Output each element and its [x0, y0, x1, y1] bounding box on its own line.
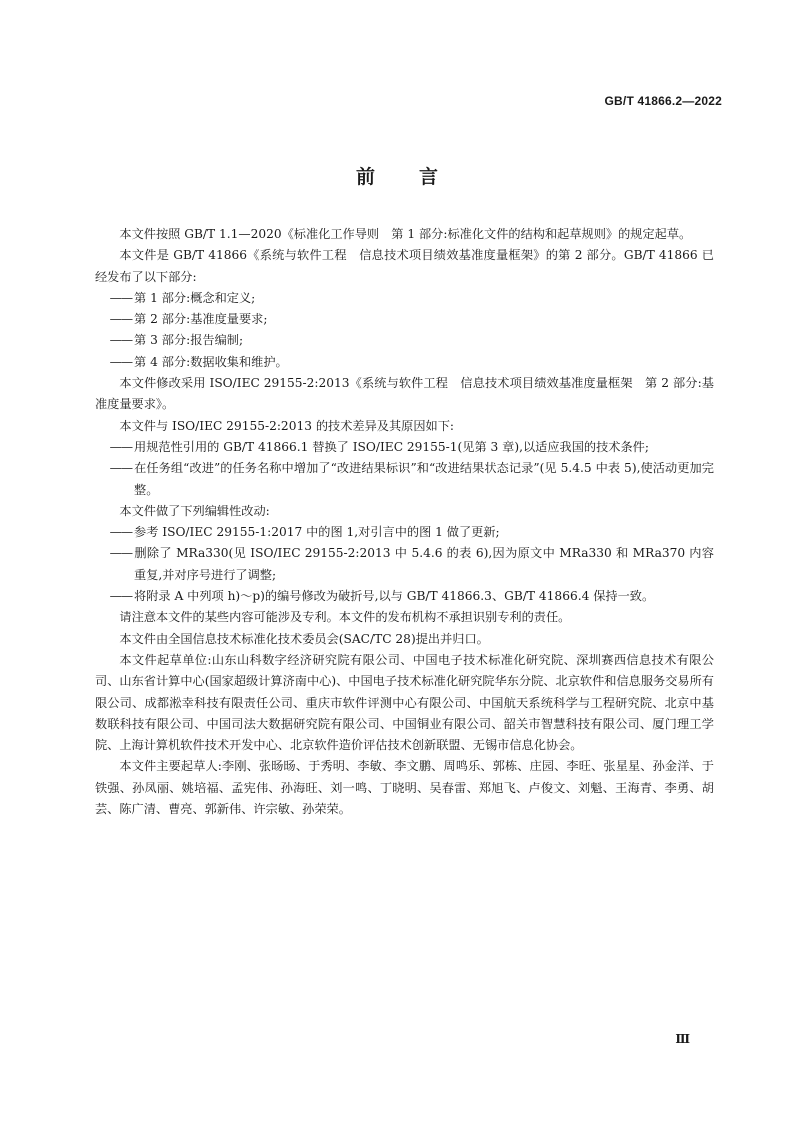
list-item	[95, 458, 714, 501]
dash-mark: ——	[109, 461, 133, 476]
list-item	[95, 522, 714, 543]
dash-mark: ——	[109, 290, 133, 305]
list-item	[95, 437, 714, 458]
list-item	[95, 352, 714, 373]
parts-list	[95, 288, 714, 373]
list-item	[95, 288, 714, 309]
list-item-text: 第 2 部分:基准度量要求;	[134, 312, 268, 327]
page-title: 前言	[355, 166, 482, 188]
list-item-text: 第 3 部分:报告编制;	[134, 333, 244, 348]
list-item-text: 将附录 A 中列项 h)～p)的编号修改为破折号,以与 GB/T 41866.3、GB/T 41866.4 保持一致。	[134, 589, 655, 604]
dash-mark: ——	[109, 354, 133, 369]
edit-change-list	[95, 522, 714, 607]
standard-code: GB/T 41866.2—2022	[604, 94, 722, 108]
dash-mark: ——	[109, 589, 133, 604]
paragraph-adoption: 本文件修改采用 ISO/IEC 29155-2:2013《系统与软件工程 信息技术项目绩效基准度量框架 第 2 部分:基准度量要求》。	[95, 376, 714, 412]
dash-mark: ——	[109, 333, 133, 348]
tech-diff-list	[95, 437, 714, 501]
paragraph-drafting-units: 本文件起草单位:山东山科数字经济研究院有限公司、中国电子技术标准化研究院、深圳赛西信息技术有限公司、山东省计算中心(国家超级计算济南中心)、中国电子技术标准化研究院华东分院、北京软件和信息服务交易所有限公司、成都淞幸科技有限责任公司、重庆市软件评测中心有限公司、中国航天系统科学与工程研究院、北京中基数联科技有限公司、中国司法大数据研究院有限公司、中国铜业有限公司、韶关市智慧科技有限公司、厦门理工学院、上海计算机软件技术开发中心、北京软件造价评估技术创新联盟、无锡市信息化协会。	[95, 652, 714, 753]
paragraph-committee: 本文件由全国信息技术标准化技术委员会(SAC/TC 28)提出并归口。	[119, 631, 489, 646]
list-item	[95, 330, 714, 351]
list-item	[95, 586, 714, 607]
list-item	[95, 309, 714, 330]
list-item-text: 第 4 部分:数据收集和维护。	[134, 354, 288, 369]
dash-mark: ——	[109, 525, 133, 540]
paragraph-series-intro: 本文件是 GB/T 41866《系统与软件工程 信息技术项目绩效基准度量框架》的第 2 部分。GB/T 41866 已经发布了以下部分:	[95, 248, 714, 284]
dash-mark: ——	[109, 546, 133, 561]
page-number: Ⅲ	[675, 1032, 690, 1046]
paragraph-patent-notice: 请注意本文件的某些内容可能涉及专利。本文件的发布机构不承担识别专利的责任。	[119, 610, 571, 625]
list-item-text: 用规范性引用的 GB/T 41866.1 替换了 ISO/IEC 29155-1(见第 3 章),以适应我国的技术条件;	[134, 439, 649, 454]
dash-mark: ——	[109, 312, 133, 327]
paragraph-tech-diff-intro: 本文件与 ISO/IEC 29155-2:2013 的技术差异及其原因如下:	[119, 418, 454, 433]
list-item-text: 第 1 部分:概念和定义;	[134, 290, 256, 305]
dash-mark: ——	[109, 439, 133, 454]
list-item	[95, 543, 714, 586]
paragraph-drafters: 本文件主要起草人:李刚、张旸旸、于秀明、李敏、李文鹏、周鸣乐、郭栋、庄园、李旺、张星星、孙金洋、于铁强、孙凤丽、姚培福、孟宪伟、孙海旺、刘一鸣、丁晓明、吴春雷、郑旭飞、卢俊文、刘魁、王海青、李勇、胡芸、陈广清、曹亮、郭新伟、许宗敏、孙荣荣。	[95, 759, 714, 817]
list-item-text: 在任务组“改进”的任务名称中增加了“改进结果标识”和“改进结果状态记录”(见 5.4.5 中表 5),使活动更加完整。	[134, 461, 714, 497]
preface-body	[95, 224, 714, 820]
paragraph-drafting-rules: 本文件按照 GB/T 1.1—2020《标准化工作导则 第 1 部分:标准化文件的结构和起草规则》的规定起草。	[119, 227, 692, 241]
list-item-text: 参考 ISO/IEC 29155-1:2017 中的图 1,对引言中的图 1 做了更新;	[134, 525, 500, 540]
paragraph-edit-intro: 本文件做了下列编辑性改动:	[119, 503, 270, 518]
list-item-text: 删除了 MRa330(见 ISO/IEC 29155-2:2013 中 5.4.6 的表 6),因为原文中 MRa330 和 MRa370 内容重复,并对序号进行了调整;	[134, 546, 714, 582]
